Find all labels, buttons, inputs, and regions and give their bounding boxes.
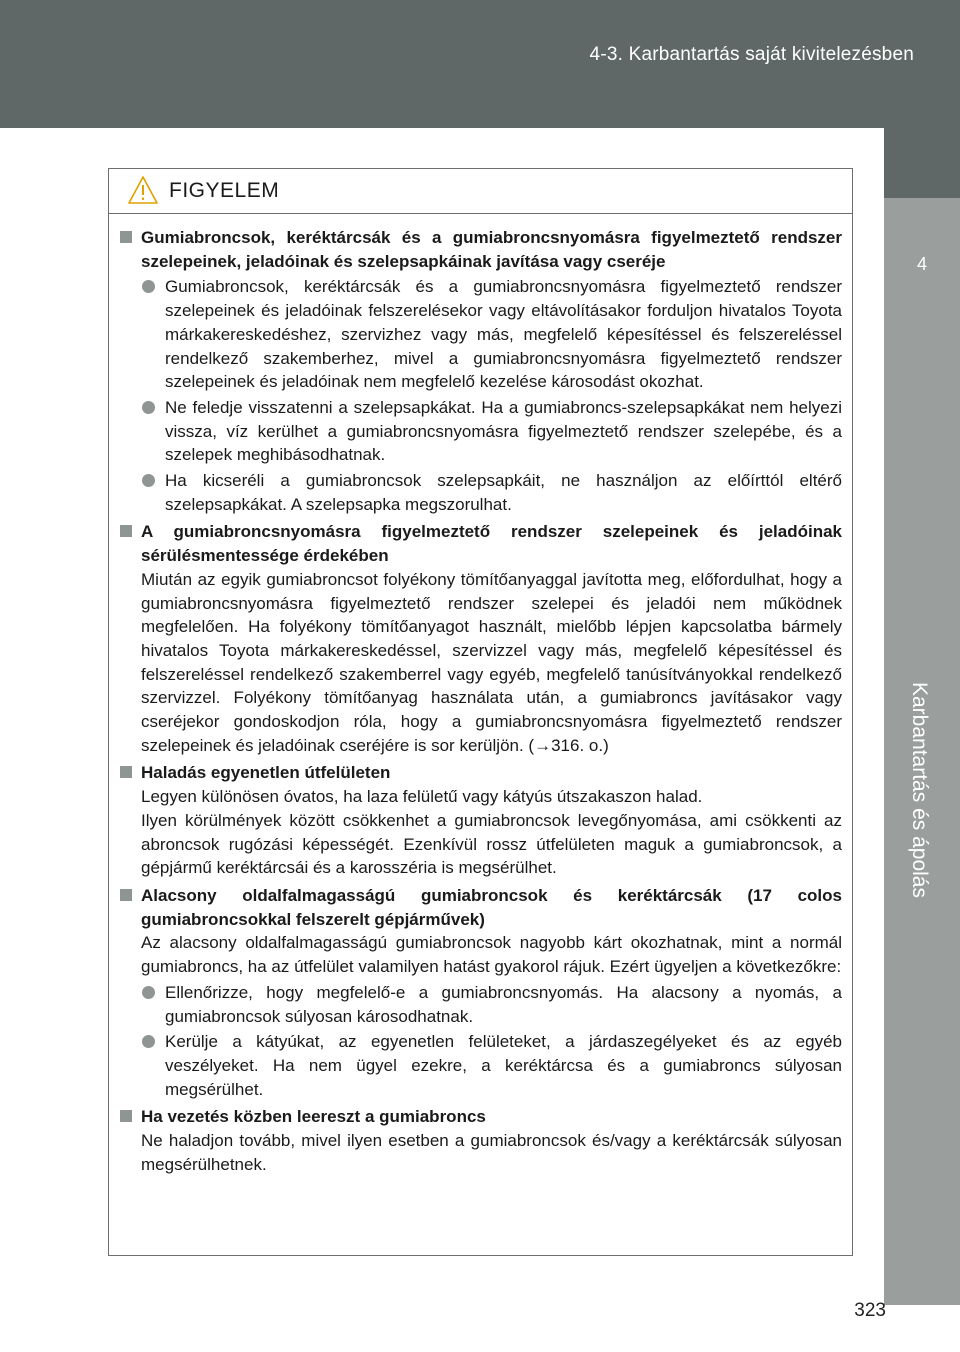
chapter-title [901,682,931,712]
section-heading: Alacsony oldalfalmagasságú gumiabroncsok és keréktárcsák (17 colos gumiabroncsokkal felszerelt gépjárművek) [120,884,842,931]
section-heading: Ha vezetés közben leereszt a gumiabroncs [120,1105,842,1129]
section-paragraph: Legyen különösen óvatos, ha laza felületű vagy kátyús útszakaszon halad. [141,787,703,807]
bullet-item: Ha kicseréli a gumiabroncsok szelepsapkáit, ne használjon az előírttól eltérő szelepsapkákat. A szelepsapka megszorulhat. [120,469,842,516]
section-heading: Gumiabroncsok, keréktárcsák és a gumiabroncsnyomásra figyelmeztető rendszer szelepeinek, jeladóinak és szelepsapkáinak javítása vagy cseréje [120,226,842,273]
bullet-item: Ne feledje visszatenni a szelepsapkákat. Ha a gumiabroncs-szelepsapkákat nem helyezi vissza, víz kerülhet a gumiabroncsnyomásra figyelmeztető rendszer szelepébe, és a szelepek meghibásodhatnak. [120,396,842,467]
section-paragraph: Ilyen körülmények között csökkenhet a gumiabroncsok levegőnyomása, ami csökkenti az abroncsok rugózási képességét. Ezenkívül rossz útfelületen maguk a gumiabroncsok, a gépjármű keréktárcsái és a karosszéria is megsérülhet. [141,810,842,878]
section-paragraph: Az alacsony oldalfalmagasságú gumiabroncsok nagyobb kárt okozhatnak, mint a normál gumiabroncs, ha az útfelület valamilyen hatást gyakorol rájuk. Ezért ügyeljen a következőkre: [141,933,842,977]
warning-header [109,169,852,214]
page-number: 323 [854,1300,886,1321]
bullet-item: Kerülje a kátyúkat, az egyenetlen felületeket, a járdaszegélyeket és az egyéb veszélyeket. Ha nem ügyel ezekre, a keréktárcsa és a gumiabroncs súlyosan megsérülhet. [120,1030,842,1101]
section-heading: A gumiabroncsnyomásra figyelmeztető rendszer szelepeinek és jeladóinak sérülésmentessége érdekében [120,520,842,567]
warning-box [108,168,853,1256]
header-band [0,0,960,128]
chapter-number: 4 [916,254,927,274]
section-heading: Haladás egyenetlen útfelületen [120,761,842,785]
warning-title: FIGYELEM [169,179,280,202]
section-title: 4-3. Karbantartás saját kivitelezésben [589,44,914,65]
side-tab-top [884,128,960,198]
section-paragraph: Ne haladjon tovább, mivel ilyen esetben a gumiabroncsok és/vagy a keréktárcsák súlyosan megsérülhetnek. [141,1131,842,1174]
section-paragraph: Miután az egyik gumiabroncsot folyékony tömítőanyaggal javította meg, előfordulhat, hogy a gumiabroncsnyomásra figyelmeztető rendszer szelepei és jeladói nem működnek megfelelően. Ha folyékony tömítőanyagot használt, mielőbb lépjen kapcsolatba bármely hivatalos Toyota márkakereskedéssel, szervizzel vagy más, megfelelő képesítéssel és felszereléssel rendelkező szakemberrel vagy egyéb, megfelelő tanúsítványokkal rendelkező szervizzel. Folyékony tömítőanyag használata után, a gumiabroncs javításakor vagy cseréjekor gondoskodjon róla, hogy a gumiabroncsnyomásra figyelmeztető rendszer szelepeinek és jeladóinak cseréjére is sor kerüljön. (→316. o.) [141,569,842,755]
warning-content [109,214,852,1176]
bullet-item: Gumiabroncsok, keréktárcsák és a gumiabroncsnyomásra figyelmeztető rendszer szelepeinek és jeladóinak felszerelésekor vagy eltávolításakor forduljon hivatalos Toyota márkakereskedéshez, szervizhez vagy más, megfelelő képesítéssel és felszereléssel rendelkező szakemberhez, mivel a gumiabroncsnyomásra figyelmeztető rendszer szelepeinek és jeladóinak nem megfelelő kezelése károsodást okozhat. [120,275,842,394]
warning-triangle-icon [127,175,159,205]
bullet-item: Ellenőrizze, hogy megfelelő-e a gumiabroncsnyomás. Ha alacsony a nyomás, a gumiabroncsok súlyosan károsodhatnak. [120,981,842,1028]
